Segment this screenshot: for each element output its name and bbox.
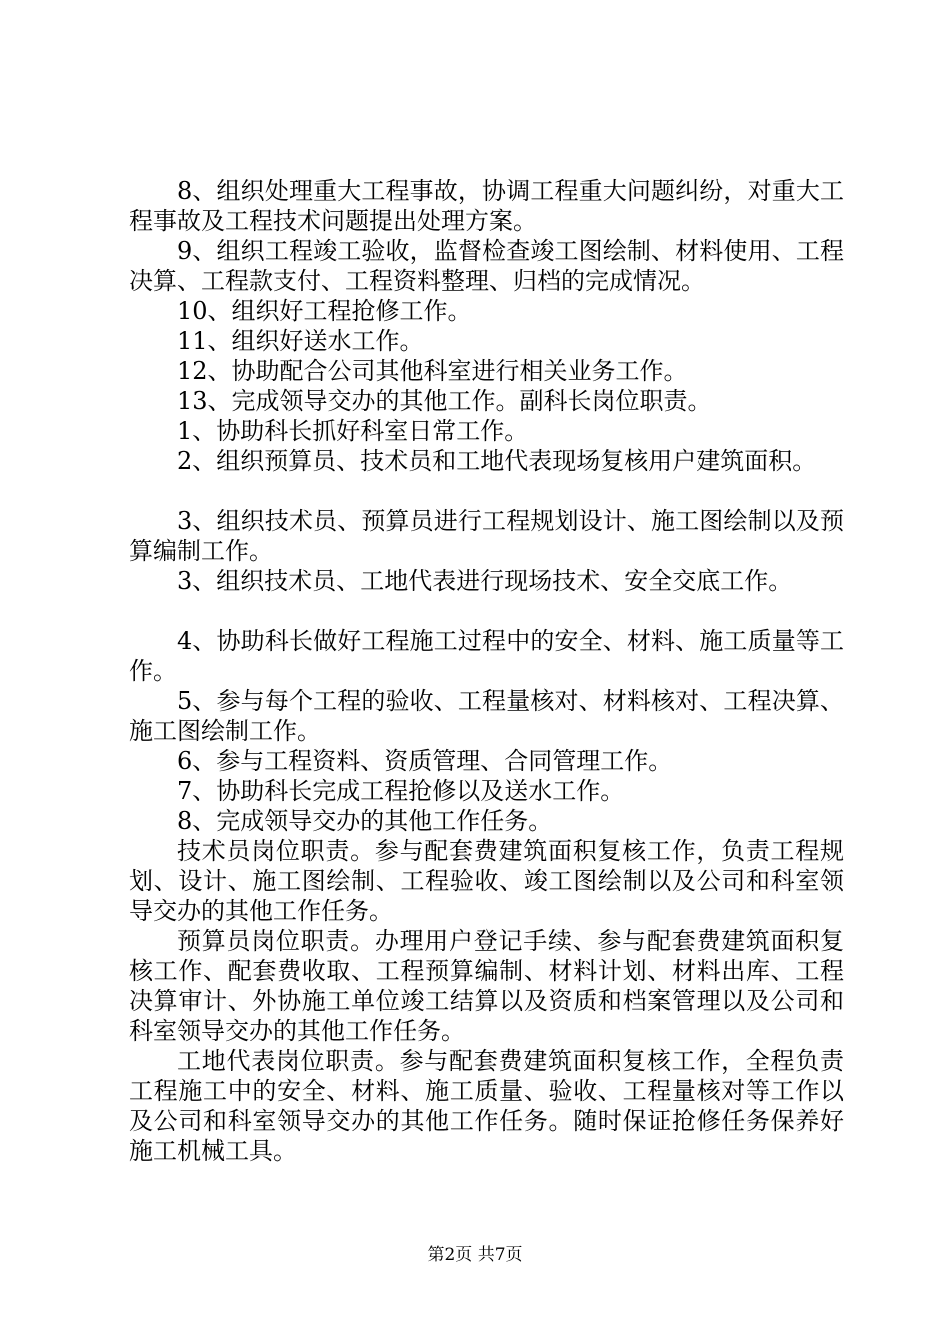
paragraph-item-11-water-supply: 11、组织好送水工作。: [177, 327, 424, 355]
paragraph-deputy-item-8: 8、完成领导交办的其他工作任务。: [177, 807, 553, 835]
paragraph-site-representative-duties: 工地代表岗位职责。参与配套费建筑面积复核工作，全程负责工程施工中的安全、材料、施工质量、验收、工程量核对等工作以及公司和科室领导交办的其他工作任务。随时保证抢修任务保养好施工机械工具。: [129, 1047, 844, 1165]
paragraph-item-9-completion-acceptance: 9、组织工程竣工验收，监督检查竣工图绘制、材料使用、工程决算、工程款支付、工程资料整理、归档的完成情况。: [129, 237, 844, 295]
paragraph-item-10-repair-work: 10、组织好工程抢修工作。: [177, 297, 472, 325]
paragraph-deputy-item-4: 4、协助科长做好工程施工过程中的安全、材料、施工质量等工作。: [129, 627, 844, 685]
paragraph-deputy-item-2: 2、组织预算员、技术员和工地代表现场复核用户建筑面积。: [177, 447, 817, 475]
paragraph-item-13-other-tasks: 13、完成领导交办的其他工作。副科长岗位职责。: [177, 387, 712, 415]
paragraph-deputy-item-6: 6、参与工程资料、资质管理、合同管理工作。: [177, 747, 673, 775]
paragraph-item-12-cooperation: 12、协助配合公司其他科室进行相关业务工作。: [177, 357, 688, 385]
paragraph-deputy-item-1: 1、协助科长抓好科室日常工作。: [177, 417, 529, 445]
paragraph-deputy-item-3b: 3、组织技术员、工地代表进行现场技术、安全交底工作。: [177, 567, 793, 595]
paragraph-technician-duties: 技术员岗位职责。参与配套费建筑面积复核工作，负责工程规划、设计、施工图绘制、工程验收、竣工图绘制以及公司和科室领导交办的其他工作任务。: [129, 837, 844, 925]
paragraph-item-8-major-accidents: 8、组织处理重大工程事故，协调工程重大问题纠纷，对重大工程事故及工程技术问题提出处理方案。: [129, 177, 844, 235]
paragraph-deputy-item-5: 5、参与每个工程的验收、工程量核对、材料核对、工程决算、施工图绘制工作。: [129, 687, 844, 745]
paragraph-budgeter-duties: 预算员岗位职责。办理用户登记手续、参与配套费建筑面积复核工作、配套费收取、工程预算编制、材料计划、材料出库、工程决算审计、外协施工单位竣工结算以及资质和档案管理以及公司和科室领导交办的其他工作任务。: [129, 927, 844, 1045]
page-number-footer: 第2页 共7页: [427, 1245, 523, 1265]
paragraph-deputy-item-3a: 3、组织技术员、预算员进行工程规划设计、施工图绘制以及预算编制工作。: [129, 507, 844, 565]
paragraph-deputy-item-7: 7、协助科长完成工程抢修以及送水工作。: [177, 777, 625, 805]
document-body: [129, 176, 844, 1166]
